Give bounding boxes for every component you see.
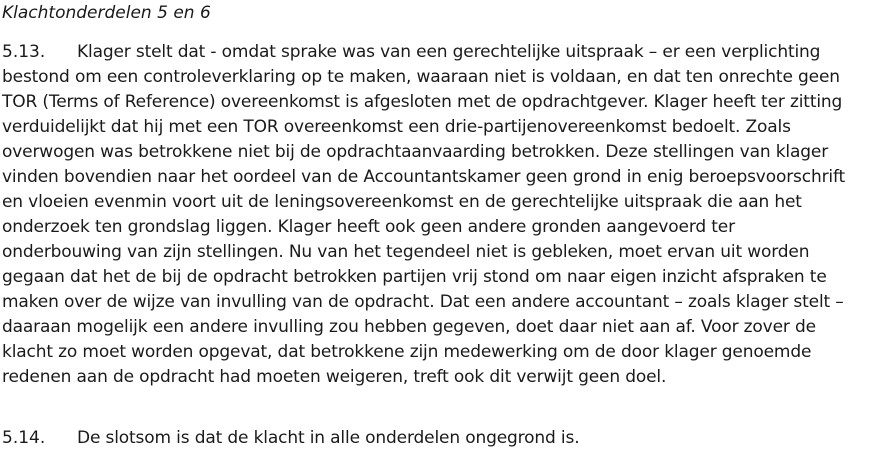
paragraph-line: onderbouwing van zijn stellingen. Nu van het tegendeel niet is gebleken, moet ervan uit worden <box>2 242 810 262</box>
paragraph-line: en vloeien evenmin voort uit de leningsovereenkomst en de gerechtelijke uitspraak die aan het <box>2 192 802 212</box>
paragraph-line: redenen aan de opdracht had moeten weigeren, treft ook dit verwijt geen doel. <box>2 367 667 387</box>
paragraph-line: bestond om een controleverklaring op te maken, waaraan niet is voldaan, en dat ten onrechte geen <box>2 67 840 87</box>
paragraph-line: klacht zo moet worden opgevat, dat betrokkene zijn medewerking om de door klager genoemde <box>2 342 812 362</box>
paragraph-line: daaraan mogelijk een andere invulling zou hebben gegeven, doet daar niet aan af. Voor zover de <box>2 317 816 337</box>
paragraph-line: overwogen was betrokkene niet bij de opdrachtaanvaarding betrokken. Deze stellingen van klager <box>2 142 829 162</box>
paragraph-number: 5.14. <box>2 428 46 448</box>
paragraph-number: 5.13. <box>2 42 46 62</box>
paragraph-line: verduidelijkt dat hij met een TOR overeenkomst een drie-partijenovereenkomst bedoelt. Zoals <box>2 117 791 137</box>
paragraph-line: maken over de wijze van invulling van de opdracht. Dat een andere accountant – zoals klager stelt – <box>2 292 844 312</box>
paragraph-line: Klager stelt dat - omdat sprake was van een gerechtelijke uitspraak – er een verplichting <box>77 42 821 62</box>
paragraph-line: gegaan dat het de bij de opdracht betrokken partijen vrij stond om naar eigen inzicht afspraken te <box>2 267 827 287</box>
paragraph-line: TOR (Terms of Reference) overeenkomst is afgesloten met de opdrachtgever. Klager heeft ter zitting <box>2 92 843 112</box>
section-heading: Klachtonderdelen 5 en 6 <box>2 3 211 23</box>
paragraph-line: vinden bovendien naar het oordeel van de Accountantskamer geen grond in enig beroepsvoorschrift <box>2 167 846 187</box>
paragraph-line: onderzoek ten grondslag liggen. Klager heeft ook geen andere gronden aangevoerd ter <box>2 217 735 237</box>
paragraph-line: De slotsom is dat de klacht in alle onderdelen ongegrond is. <box>77 428 580 448</box>
